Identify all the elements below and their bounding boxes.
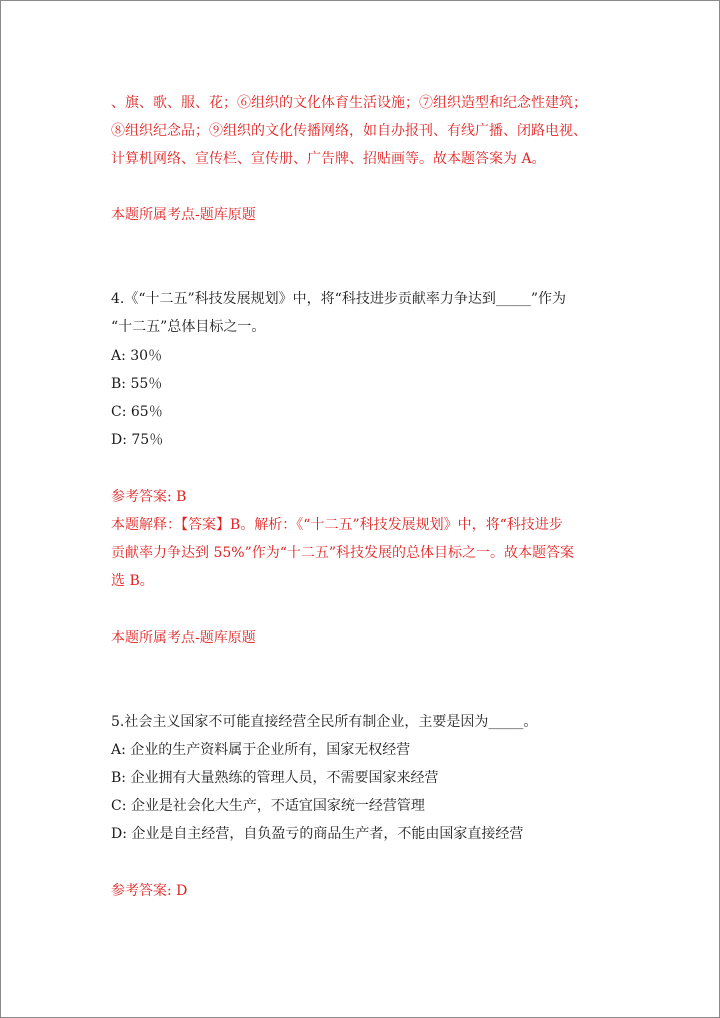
q4-stem-line-1: 4.《“十二五”科技发展规划》中，将“科技进步贡献率力争达到_____”作为: [111, 291, 566, 307]
q4-explanation-line-2: 贡献率力争达到 55%”作为“十二五”科技发展的总体目标之一。故本题答案: [111, 545, 575, 561]
q5-option-c: C: 企业是社会化大生产，不适宜国家统一经营管理: [111, 798, 425, 814]
explanation-line-2: ⑧组织纪念品；⑨组织的文化传播网络，如自办报刊、有线广播、闭路电视、: [111, 123, 587, 139]
q4-option-b: B: 55％: [111, 376, 163, 392]
explanation-line-1: 、旗、歌、服、花；⑥组织的文化体育生活设施；⑦组织造型和纪念性建筑；: [111, 95, 587, 111]
q4-option-a: A: 30％: [111, 348, 163, 364]
q5-stem: 5.社会主义国家不可能直接经营全民所有制企业，主要是因为_____。: [111, 714, 538, 730]
explanation-line-3: 计算机网络、宣传栏、宣传册、广告牌、招贴画等。故本题答案为 A。: [111, 151, 546, 167]
q3-topic: 本题所属考点-题库原题: [111, 207, 256, 223]
q5-option-b: B: 企业拥有大量熟练的管理人员，不需要国家来经营: [111, 770, 439, 786]
q4-option-c: C: 65％: [111, 404, 163, 420]
q4-stem-line-2: “十二五”总体目标之一。: [111, 319, 266, 335]
q4-answer: 参考答案: B: [111, 489, 187, 505]
q5-option-a: A: 企业的生产资料属于企业所有，国家无权经营: [111, 742, 411, 758]
q4-explanation-line-3: 选 B。: [111, 573, 154, 589]
q5-option-d: D: 企业是自主经营，自负盈亏的商品生产者，不能由国家直接经营: [111, 826, 524, 842]
q4-option-d: D: 75％: [111, 432, 164, 448]
q4-explanation-line-1: 本题解释：【答案】B。解析：《“十二五”科技发展规划》中，将“科技进步: [111, 517, 563, 533]
q5-answer: 参考答案: D: [111, 883, 188, 899]
q4-topic: 本题所属考点-题库原题: [111, 630, 256, 646]
